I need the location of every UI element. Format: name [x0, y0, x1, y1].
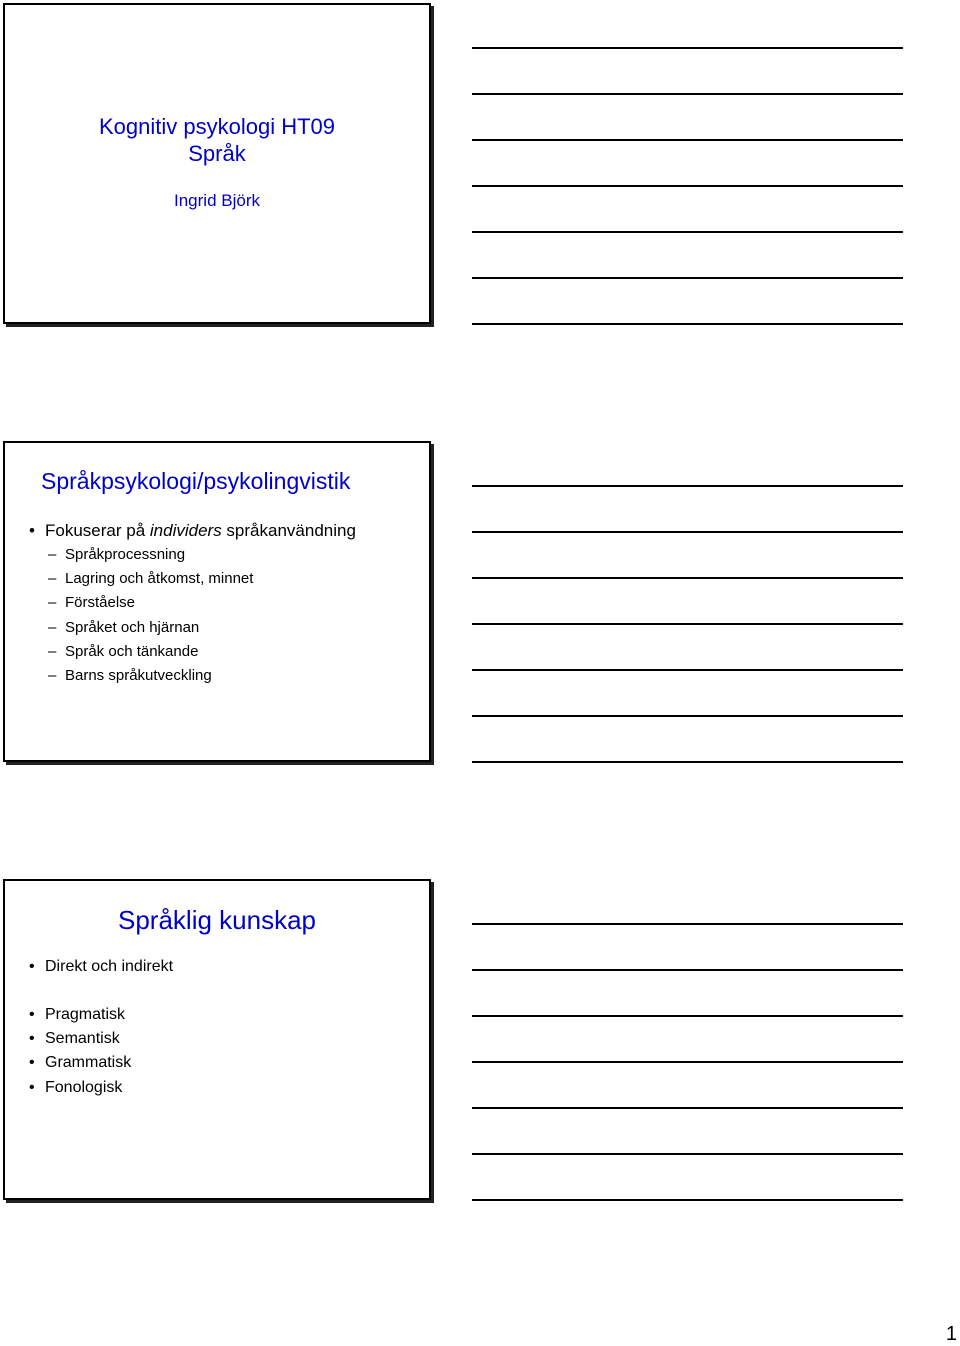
note-line	[472, 277, 903, 279]
slide-3-bullet-list-1	[29, 955, 173, 979]
slide-3-bullet: • Direkt och indirekt	[29, 955, 173, 979]
slide-1	[3, 3, 431, 324]
bullet-emphasis: individers	[149, 521, 222, 540]
slide-2-subitem: – Förståelse	[29, 591, 356, 615]
slide-3	[3, 879, 431, 1200]
bullet-suffix: språkanvändning	[221, 521, 356, 540]
note-line	[472, 761, 903, 763]
note-line	[472, 139, 903, 141]
slide-3-title: Språklig kunskap	[118, 905, 316, 935]
note-line	[472, 715, 903, 717]
slide-3-bullet: • Pragmatisk	[29, 1003, 131, 1027]
slide-2-subitem: – Lagring och åtkomst, minnet	[29, 567, 356, 591]
note-line	[472, 93, 903, 95]
bullet-prefix: Fokuserar på	[45, 521, 150, 540]
note-line	[472, 969, 903, 971]
slide-2-subitem: – Språket och hjärnan	[29, 616, 356, 640]
slide-1-author: Ingrid Björk	[174, 191, 260, 210]
note-line	[472, 623, 903, 625]
note-line	[472, 485, 903, 487]
note-line	[472, 1199, 903, 1201]
slide-3-bullet: • Grammatisk	[29, 1051, 131, 1075]
note-line	[472, 577, 903, 579]
note-line	[472, 231, 903, 233]
slide-2-main-bullet	[29, 519, 356, 543]
slide-2-subitem: – Språk och tänkande	[29, 640, 356, 664]
note-line	[472, 185, 903, 187]
slide-1-title	[5, 113, 429, 167]
note-line	[472, 47, 903, 49]
note-line	[472, 923, 903, 925]
note-line	[472, 1061, 903, 1063]
slide-2-subitem: – Barns språkutveckling	[29, 664, 356, 688]
note-line	[472, 1107, 903, 1109]
note-line	[472, 1153, 903, 1155]
page-number: 1	[945, 1323, 957, 1345]
slide-3-bullet: • Semantisk	[29, 1027, 131, 1051]
slide-3-bullet: • Fonologisk	[29, 1076, 131, 1100]
slide-3-bullet-list-2	[29, 1003, 131, 1100]
slide-2-bullet-list	[29, 519, 356, 688]
slide-1-title-line-2: Språk	[188, 141, 246, 166]
note-line	[472, 1015, 903, 1017]
slide-2-title: Språkpsykologi/psykolingvistik	[41, 468, 351, 494]
note-line	[472, 669, 903, 671]
slide-1-title-line-1: Kognitiv psykologi HT09	[98, 114, 335, 139]
slide-2	[3, 441, 431, 762]
note-line	[472, 323, 903, 325]
slide-2-subitem: – Språkprocessning	[29, 543, 356, 567]
note-line	[472, 531, 903, 533]
